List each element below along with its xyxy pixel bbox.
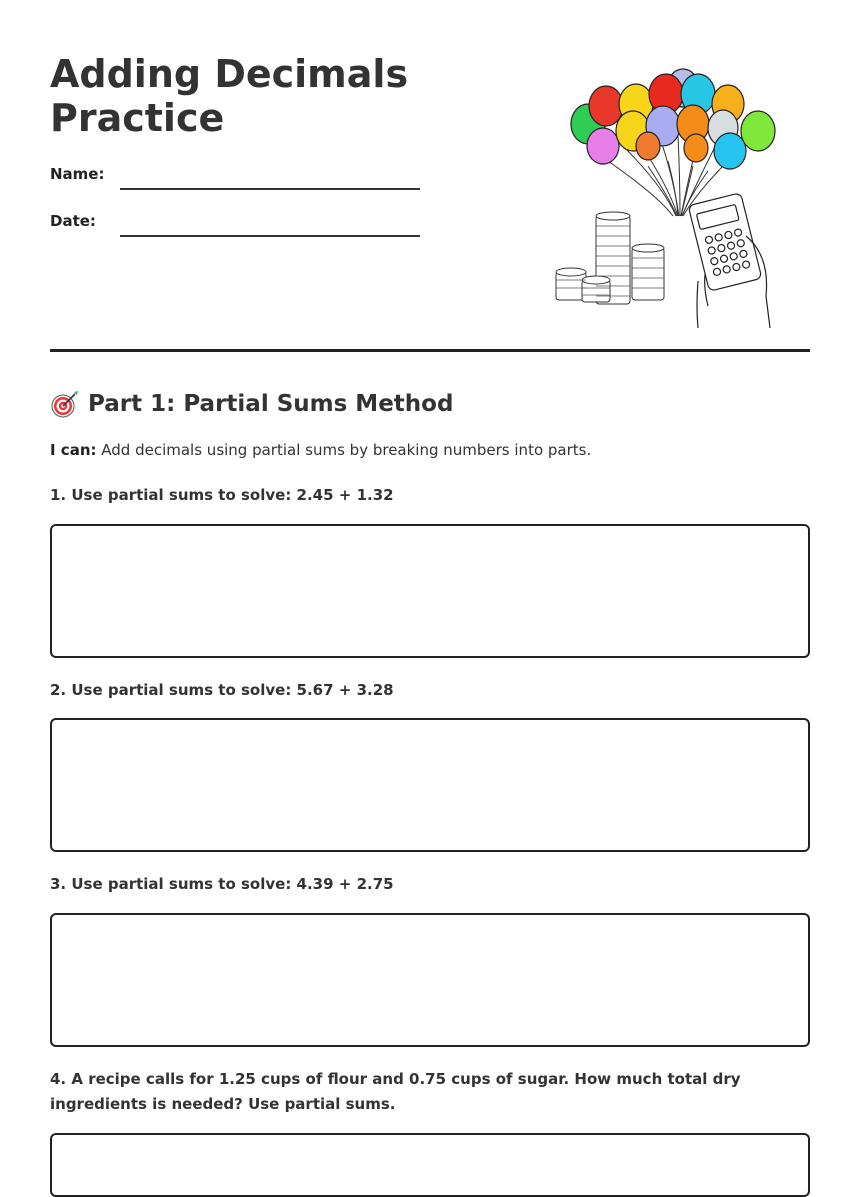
balloon xyxy=(636,132,660,160)
coin-stack-top xyxy=(556,268,586,276)
answer-box[interactable] xyxy=(50,1133,810,1197)
balloons xyxy=(571,69,775,169)
date-field-row xyxy=(50,209,470,249)
question-label: 4. A recipe calls for 1.25 cups of flour and 0.75 cups of sugar. How much total dry ingredients is needed? Use partial sums. xyxy=(50,1070,741,1113)
balloon xyxy=(684,134,708,162)
name-label: Name: xyxy=(50,165,105,183)
left-wrist xyxy=(697,281,698,328)
answer-box[interactable] xyxy=(50,718,810,852)
question-label: 1. Use partial sums to solve: 2.45 + 1.32 xyxy=(50,486,394,504)
date-line[interactable] xyxy=(120,235,420,237)
balloon xyxy=(587,128,619,164)
worksheet-header xyxy=(50,0,810,352)
section-heading xyxy=(50,384,453,424)
i-can-label: I can: xyxy=(50,441,97,459)
header-divider xyxy=(50,349,810,352)
question-label: 3. Use partial sums to solve: 4.39 + 2.75 xyxy=(50,875,394,893)
answer-box[interactable] xyxy=(50,524,810,658)
page-title: Adding Decimals Practice xyxy=(50,52,409,140)
calculator-in-hands xyxy=(688,193,770,328)
answer-box[interactable] xyxy=(50,913,810,1047)
balloons-coins-calculator-illustration xyxy=(548,66,788,336)
i-can-text: Add decimals using partial sums by breaking numbers into parts. xyxy=(101,441,592,459)
worksheet-page xyxy=(50,0,810,1113)
target-dart-icon xyxy=(50,389,80,419)
balloon xyxy=(714,133,746,169)
coin-stack-top xyxy=(582,276,610,284)
coin-stack-top xyxy=(596,212,630,220)
coin-stack-top xyxy=(632,244,664,252)
coin-stack xyxy=(632,248,664,300)
balloon xyxy=(741,111,775,151)
name-field-row xyxy=(50,162,470,202)
question-label: 2. Use partial sums to solve: 5.67 + 3.28 xyxy=(50,681,394,699)
date-label: Date: xyxy=(50,212,96,230)
section-title: Part 1: Partial Sums Method xyxy=(88,391,454,417)
name-line[interactable] xyxy=(120,188,420,190)
balloon xyxy=(589,86,623,126)
learning-goal xyxy=(50,438,591,462)
